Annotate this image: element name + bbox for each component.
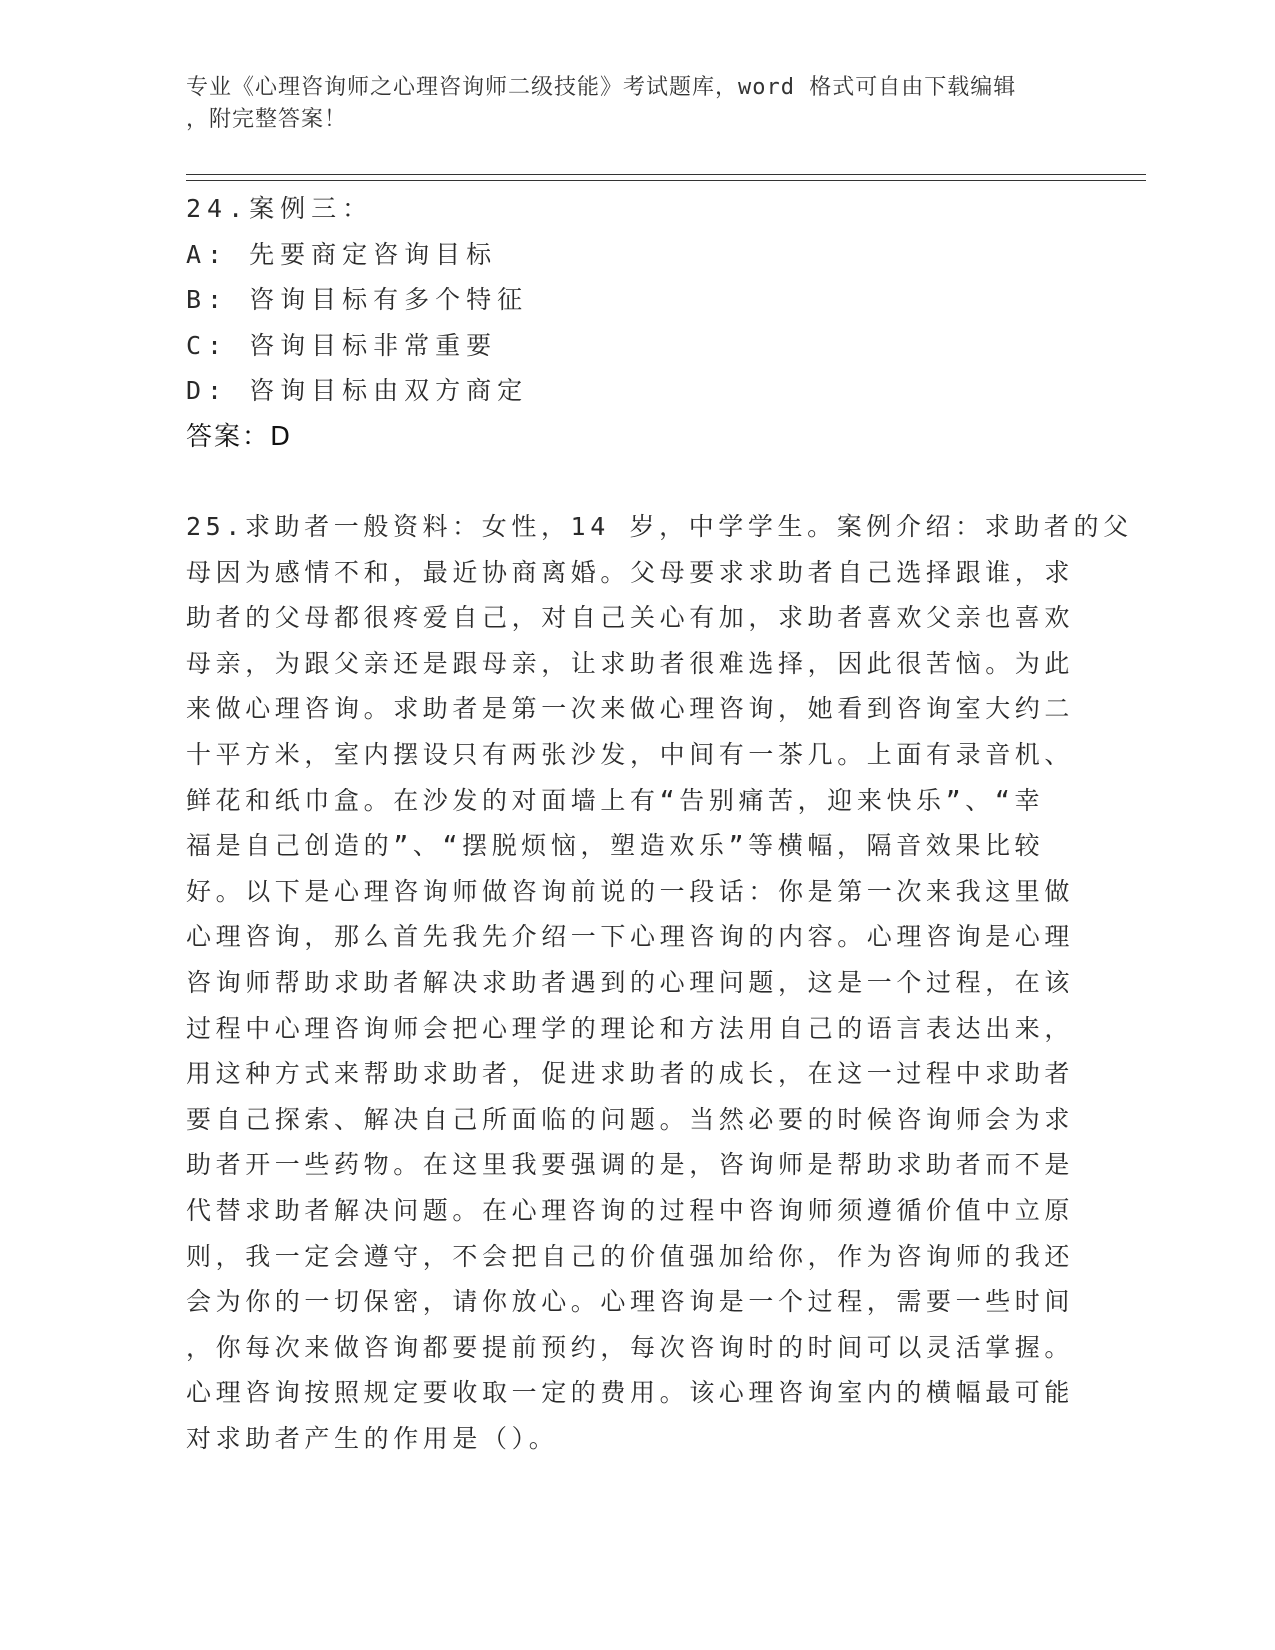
question-text-line: 过程中心理咨询师会把心理学的理论和方法用自己的语言表达出来， xyxy=(186,1013,1075,1043)
header-line-2: ，附完整答案！ xyxy=(186,107,348,132)
question-text-line: 对求助者产生的作用是（）。 xyxy=(186,1423,559,1453)
question-text-line: 助者开一些药物。在这里我要强调的是，咨询师是帮助求助者而不是 xyxy=(186,1150,1075,1180)
question-text-line: 十平方米，室内摆设只有两张沙发，中间有一茶几。上面有录音机、 xyxy=(186,739,1075,769)
question-text-line: 25.求助者一般资料：女性，14 岁，中学学生。案例介绍：求助者的父 xyxy=(186,512,1133,541)
question-text-line: 鲜花和纸巾盒。在沙发的对面墙上有“告别痛苦，迎来快乐”、“幸 xyxy=(186,785,1045,815)
header-divider-bottom xyxy=(186,180,1146,181)
question-text-line: 母因为感情不和，最近协商离婚。父母要求求助者自己选择跟谁，求 xyxy=(186,557,1075,587)
question-text-line: 心理咨询，那么首先我先介绍一下心理咨询的内容。心理咨询是心理 xyxy=(186,922,1075,952)
header-line-1: 专业《心理咨询师之心理咨询师二级技能》考试题库，word 格式可自由下载编辑 xyxy=(186,75,1017,100)
option-d: D: 咨询目标由双方商定 xyxy=(186,376,529,405)
option-b: B: 咨询目标有多个特征 xyxy=(186,285,529,314)
answer-text: 答案：D xyxy=(186,421,293,452)
question-text-line: 母亲，为跟父亲还是跟母亲，让求助者很难选择，因此很苦恼。为此 xyxy=(186,648,1075,678)
question-text-line: 用这种方式来帮助求助者，促进求助者的成长，在这一过程中求助者 xyxy=(186,1059,1075,1089)
question-text-line: 福是自己创造的”、“摆脱烦恼，塑造欢乐”等横幅，隔音效果比较 xyxy=(186,831,1045,861)
question-text-line: 则，我一定会遵守，不会把自己的价值强加给你，作为咨询师的我还 xyxy=(186,1241,1075,1271)
option-c: C: 咨询目标非常重要 xyxy=(186,330,498,360)
question-text-line: 助者的父母都很疼爱自己，对自己关心有加，求助者喜欢父亲也喜欢 xyxy=(186,603,1075,633)
question-text-line: 来做心理咨询。求助者是第一次来做心理咨询，她看到咨询室大约二 xyxy=(186,694,1075,724)
question-text-line: 好。以下是心理咨询师做咨询前说的一段话：你是第一次来我这里做 xyxy=(186,876,1075,906)
question-text-line: 会为你的一切保密，请你放心。心理咨询是一个过程，需要一些时间 xyxy=(186,1287,1075,1317)
question-24 xyxy=(186,186,1146,460)
question-text-line: ，你每次来做咨询都要提前预约，每次咨询时的时间可以灵活掌握。 xyxy=(186,1332,1075,1362)
question-text-line: 要自己探索、解决自己所面临的问题。当然必要的时候咨询师会为求 xyxy=(186,1104,1075,1134)
question-25 xyxy=(186,504,1133,1461)
question-text-line: 咨询师帮助求助者解决求助者遇到的心理问题，这是一个过程，在该 xyxy=(186,967,1075,997)
question-text-line: 代替求助者解决问题。在心理咨询的过程中咨询师须遵循价值中立原 xyxy=(186,1195,1075,1225)
question-stem: 24.案例三： xyxy=(186,194,374,223)
question-text-line: 心理咨询按照规定要收取一定的费用。该心理咨询室内的横幅最可能 xyxy=(186,1378,1075,1408)
header-divider-top xyxy=(186,174,1146,175)
document-header xyxy=(186,72,1066,136)
option-a: A: 先要商定咨询目标 xyxy=(186,239,498,269)
